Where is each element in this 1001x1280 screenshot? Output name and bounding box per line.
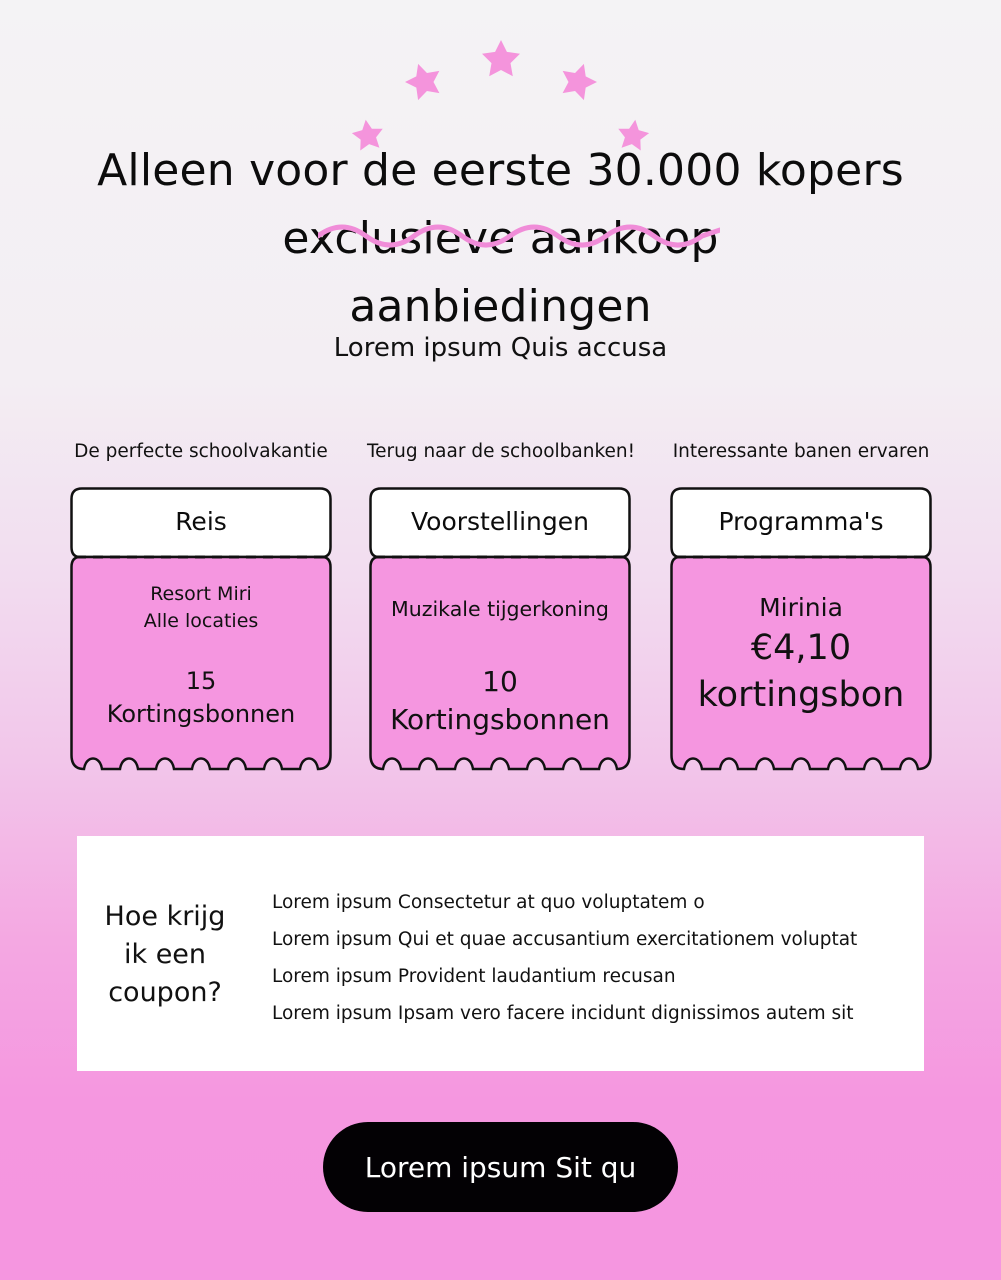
cta-button[interactable]: Lorem ipsum Sit qu [323, 1122, 678, 1212]
ticket-unit: Kortingsbonnen [106, 700, 296, 728]
ticket-title: Programma's [718, 507, 884, 536]
ticket-amount: 15 [185, 667, 217, 695]
subtitle: Lorem ipsum Quis accusa [333, 333, 668, 363]
squiggle-decoration [318, 222, 720, 250]
star-icon [482, 40, 520, 76]
star-icon [556, 58, 601, 102]
ticket-unit: Kortingsbonnen [390, 703, 610, 736]
offer-category-label: Interessante banen ervaren [672, 441, 930, 462]
ticket-location: Alle locaties [143, 610, 259, 632]
coupon-ticket-shows[interactable] [369, 487, 631, 771]
headline-line-1: Alleen voor de eerste 30.000 kopers [97, 145, 904, 196]
how-to-steps [272, 884, 857, 1032]
how-to-question: Hoe krijg ik een coupon? [104, 901, 226, 1008]
how-to-step: Lorem ipsum Ipsam vero facere incidunt dignissimos autem sit [272, 1003, 854, 1024]
coupon-ticket-programs[interactable] [670, 487, 932, 771]
offer-category-label: Terug naar de schoolbanken! [366, 441, 636, 462]
ticket-unit: kortingsbon [697, 675, 905, 715]
ticket-venue: Muzikale tijgerkoning [391, 597, 609, 621]
how-to-step: Lorem ipsum Provident laudantium recusan [272, 966, 676, 987]
how-to-panel [77, 836, 924, 1071]
ticket-amount: 10 [482, 665, 518, 698]
how-to-step: Lorem ipsum Qui et quae accusantium exercitationem voluptat [272, 929, 858, 950]
coupon-ticket-travel[interactable] [70, 487, 332, 771]
offer-category-label: De perfecte schoolvakantie [74, 441, 328, 462]
headline-line-3: aanbiedingen [349, 281, 652, 332]
ticket-venue: Resort Miri [150, 583, 252, 605]
how-to-step: Lorem ipsum Consectetur at quo voluptatem o [272, 892, 705, 913]
ticket-price: €4,10 [750, 628, 852, 668]
star-icon [401, 58, 446, 102]
ticket-venue: Mirinia [759, 593, 843, 622]
ticket-title: Voorstellingen [410, 507, 589, 536]
headline-line-2: exclusieve aankoop [282, 213, 719, 264]
ticket-title: Reis [175, 507, 227, 536]
